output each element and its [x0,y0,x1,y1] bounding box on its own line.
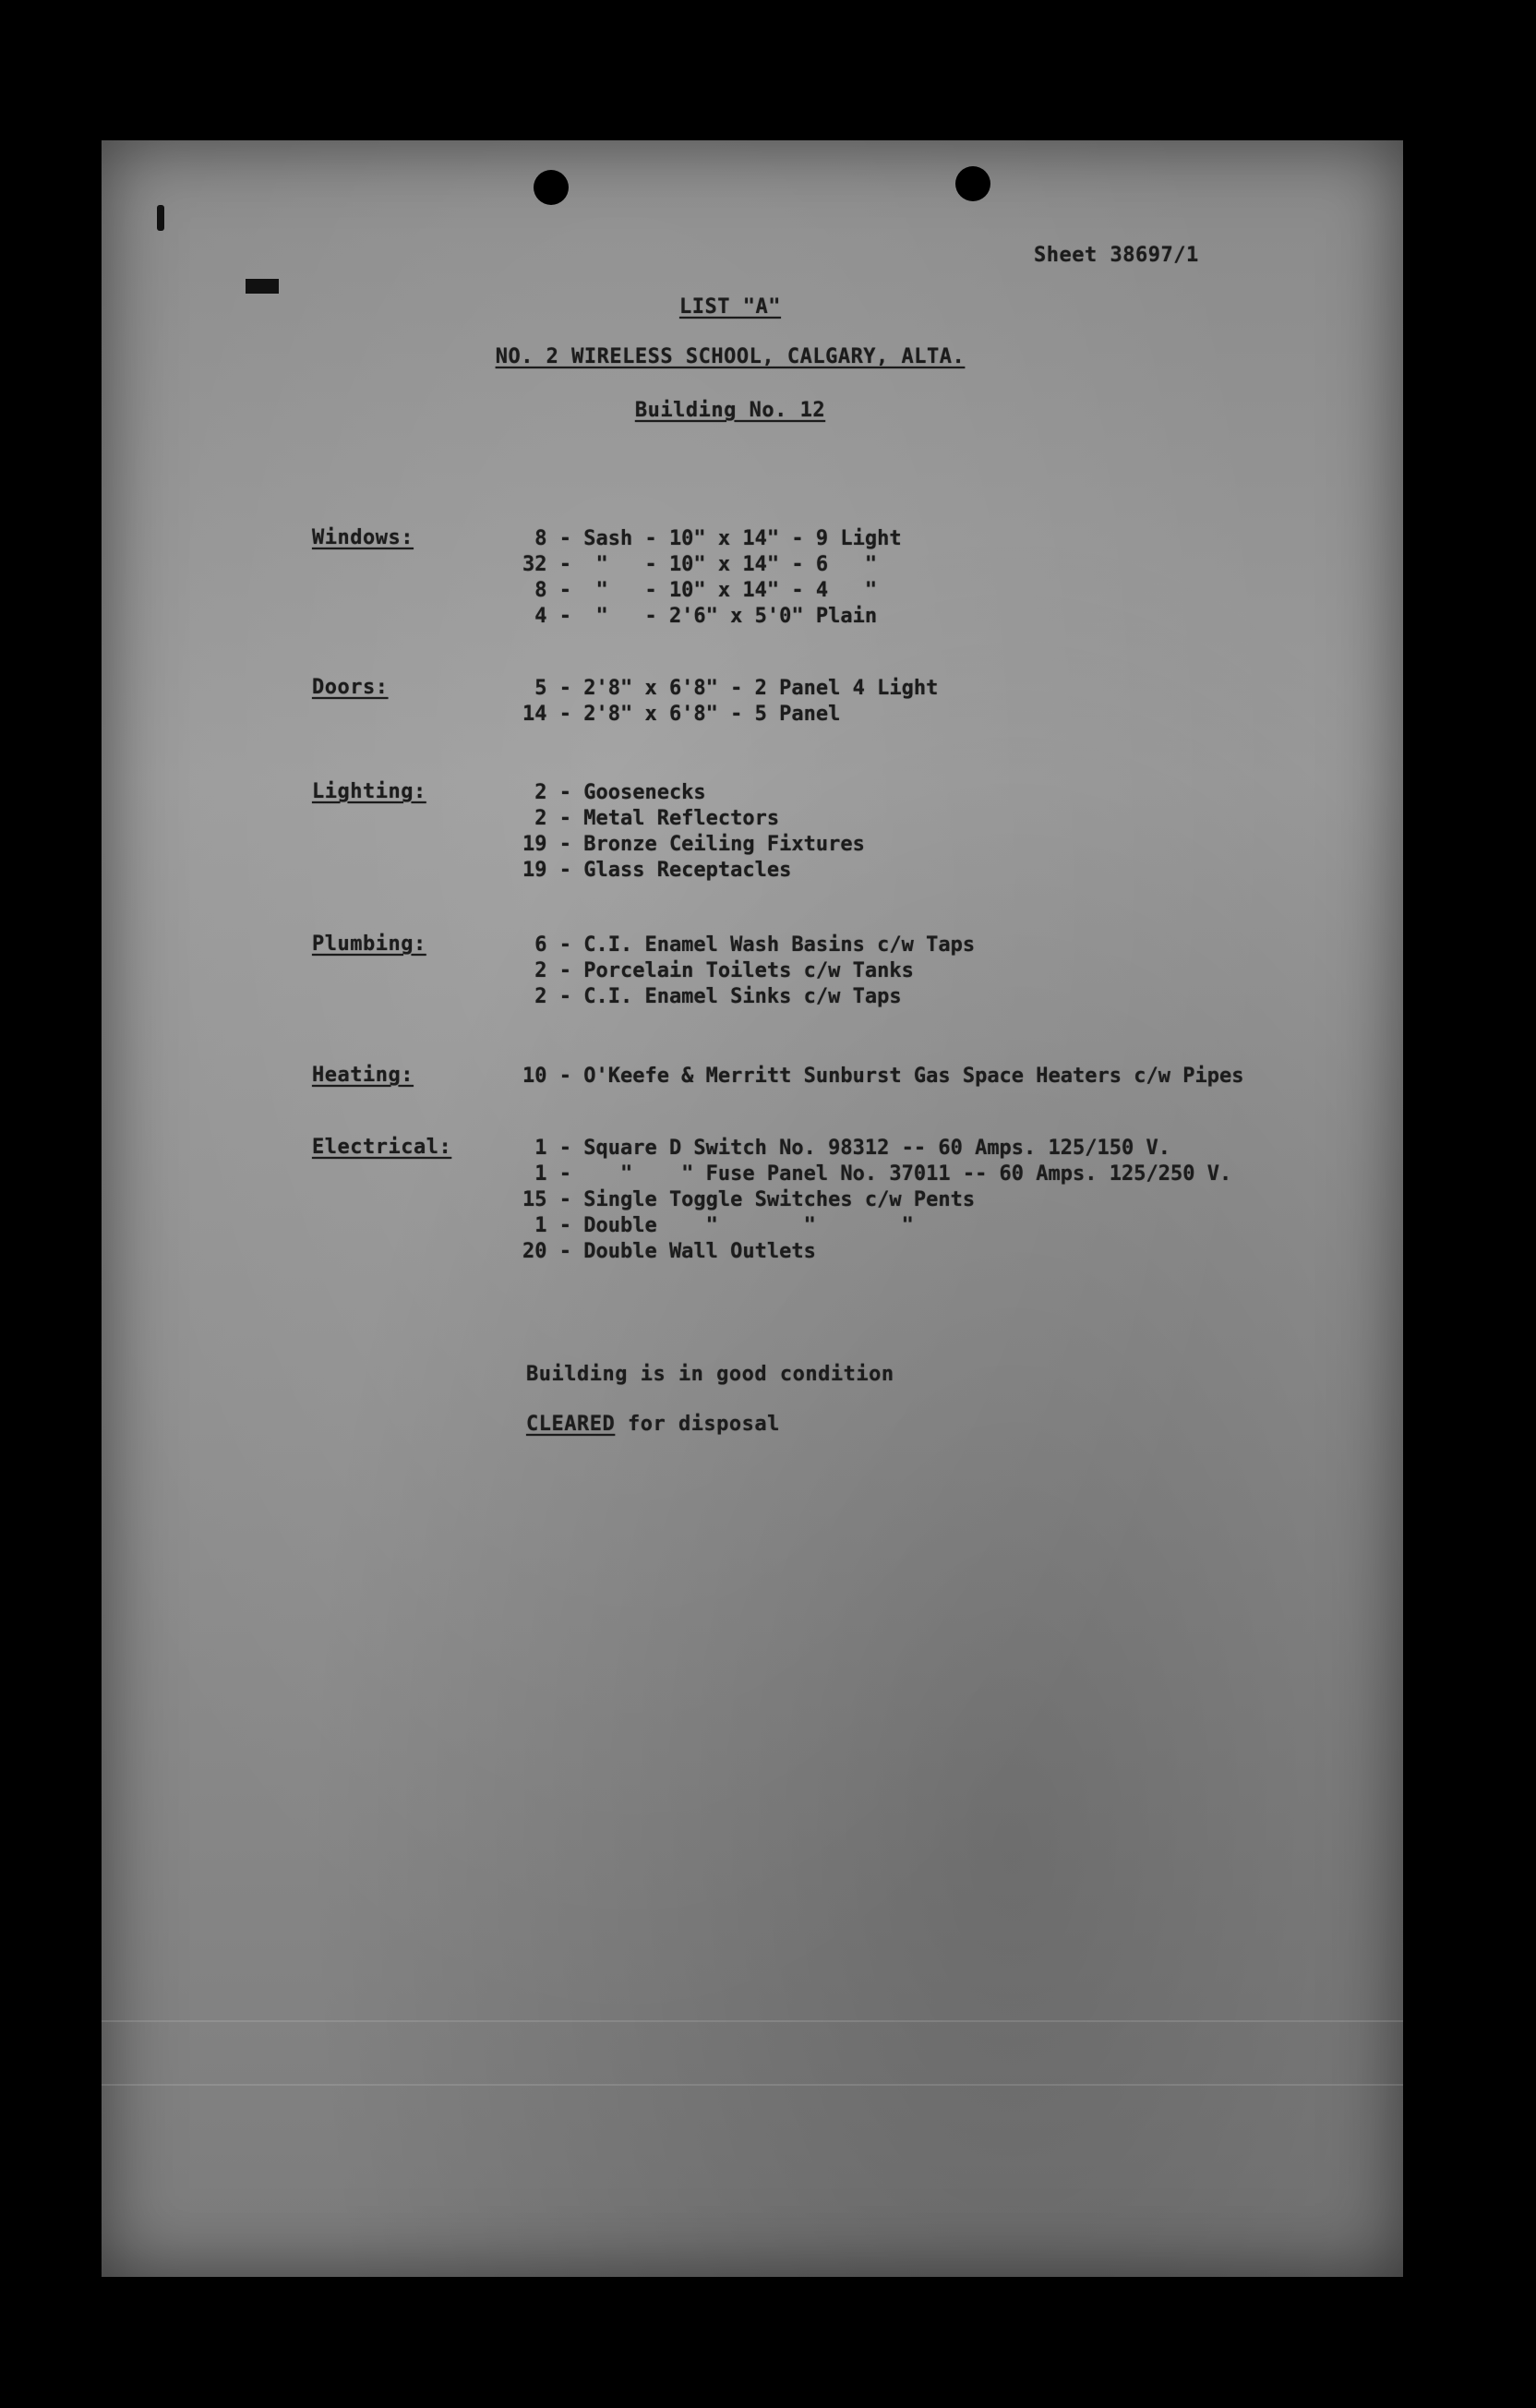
school-heading: NO. 2 WIRELESS SCHOOL, CALGARY, ALTA. [495,345,966,368]
list-title: LIST "A" [679,295,781,319]
condition-note: Building is in good condition [526,1363,894,1386]
list-item: 15 - Single Toggle Switches c/w Pents [522,1188,976,1211]
list-item: 2 - Goosenecks [522,781,706,804]
list-item: 19 - Bronze Ceiling Fixtures [522,833,865,856]
staple-mark [246,279,279,294]
list-item: 2 - Metal Reflectors [522,807,780,830]
doors-label: Doors: [312,676,389,699]
disposal-text: for disposal [615,1413,780,1436]
list-item: 20 - Double Wall Outlets [522,1240,816,1263]
list-item: 1 - Square D Switch No. 98312 -- 60 Amps. 125/150 V. [522,1137,1170,1160]
disposal-note [526,1413,780,1436]
list-item: 8 - " - 10" x 14" - 4 " [522,579,878,602]
electrical-list [522,1136,1231,1265]
list-item: 1 - Double " " " [522,1214,914,1237]
doors-list [522,676,938,728]
building-heading: Building No. 12 [634,399,826,422]
list-item: 4 - " - 2'6" x 5'0" Plain [522,605,878,628]
fold-line-top [102,2020,1403,2022]
lighting-label: Lighting: [312,780,426,803]
punch-hole-right [955,166,990,201]
list-item: 2 - C.I. Enamel Sinks c/w Taps [522,985,902,1008]
punch-hole-left [534,170,569,205]
heating-label: Heating: [312,1064,414,1087]
list-item: 10 - O'Keefe & Merritt Sunburst Gas Space Heaters c/w Pipes [522,1065,1244,1088]
list-item: 6 - C.I. Enamel Wash Basins c/w Taps [522,933,976,957]
list-item: 8 - Sash - 10" x 14" - 9 Light [522,527,902,550]
list-item: 1 - " " Fuse Panel No. 37011 -- 60 Amps. 125/250 V. [522,1162,1232,1186]
heating-list [522,1064,1243,1090]
windows-list [522,526,902,630]
fold-line-bottom [102,2084,1403,2086]
list-item: 14 - 2'8" x 6'8" - 5 Panel [522,703,841,726]
edge-mark [157,205,164,231]
cleared-stamp: CLEARED [526,1413,616,1436]
windows-label: Windows: [312,526,414,549]
list-item: 32 - " - 10" x 14" - 6 " [522,553,878,576]
list-item: 2 - Porcelain Toilets c/w Tanks [522,959,914,982]
list-item: 19 - Glass Receptacles [522,859,792,882]
plumbing-list [522,933,975,1010]
list-item: 5 - 2'8" x 6'8" - 2 Panel 4 Light [522,677,939,700]
document-page [102,140,1403,2277]
electrical-label: Electrical: [312,1136,452,1159]
lighting-list [522,780,865,884]
plumbing-label: Plumbing: [312,933,426,956]
sheet-reference: Sheet 38697/1 [1034,244,1199,267]
